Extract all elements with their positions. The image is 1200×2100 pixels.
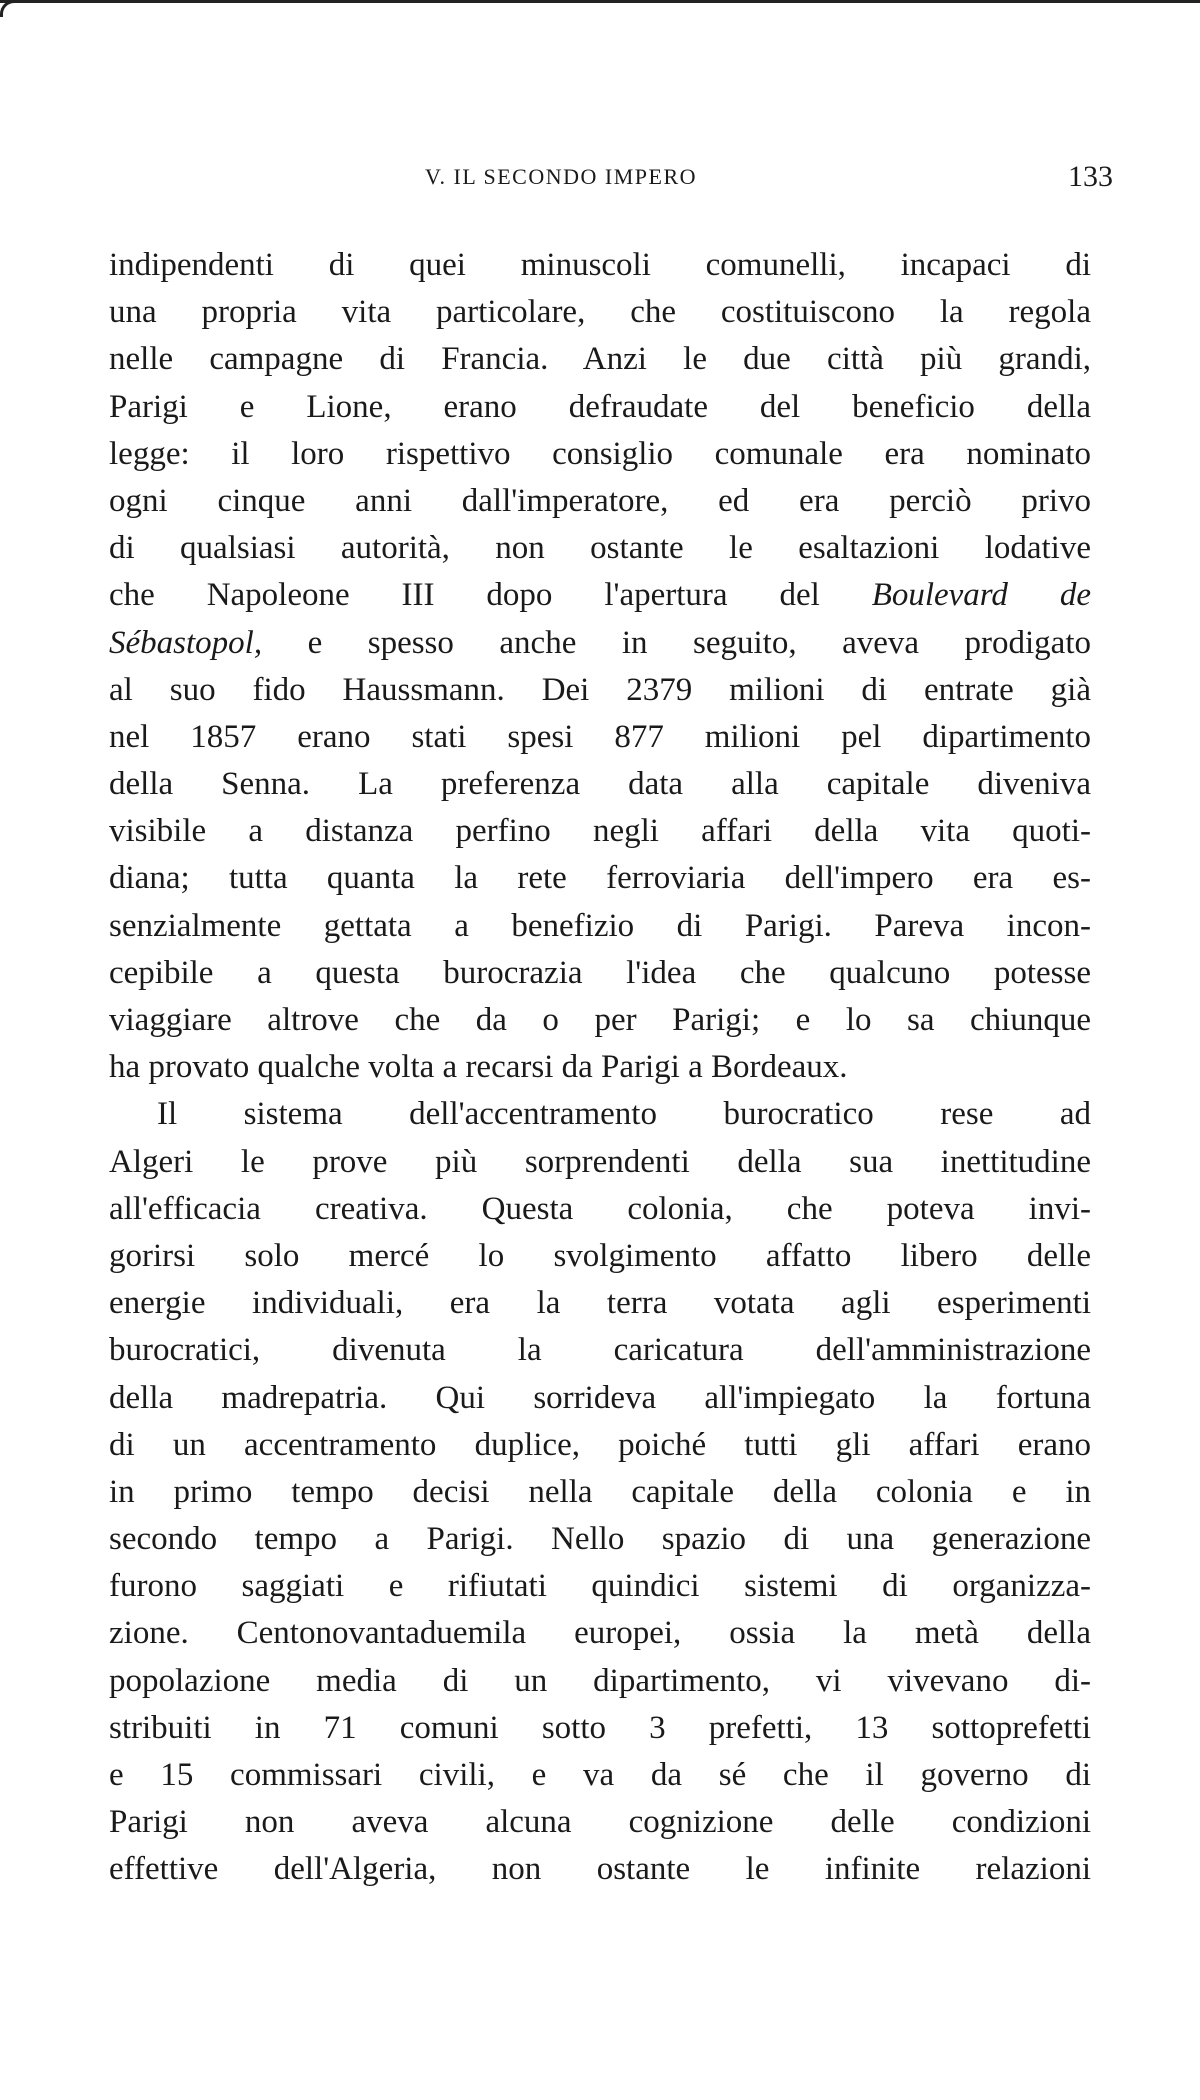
page-number: 133 <box>1068 160 1113 193</box>
text-line: gorirsi solo mercé lo svolgimento affatto libero delle <box>109 1237 1091 1274</box>
text-line: e 15 commissari civili, e va da sé che il governo di <box>109 1757 1091 1793</box>
text-line: legge: il loro rispettivo consiglio comunale era nominato <box>109 435 1091 472</box>
text-line: zione. Centonovantaduemila europei, ossia la metà della <box>109 1615 1091 1652</box>
text-line: secondo tempo a Parigi. Nello spazio di una generazione <box>109 1521 1091 1558</box>
text-line: una propria vita particolare, che costituiscono la regola <box>109 294 1091 331</box>
text-line: della madrepatria. Qui sorrideva all'impiegato la fortuna <box>109 1379 1091 1416</box>
text-line: Parigi e Lione, erano defraudate del beneficio della <box>109 388 1091 425</box>
text-line: burocratici, divenuta la caricatura dell'amministrazione <box>109 1332 1091 1369</box>
text-line: viaggiare altrove che da o per Parigi; e lo sa chiunque <box>109 1002 1091 1038</box>
text-line: Algeri le prove più sorprendenti della sua inettitudine <box>109 1143 1091 1180</box>
page-top-edge <box>0 0 1200 3</box>
text-line: nel 1857 erano stati spesi 877 milioni pel dipartimento <box>109 718 1091 755</box>
body-text <box>109 242 1091 1894</box>
text-line: indipendenti di quei minuscoli comunelli, incapaci di <box>109 247 1091 283</box>
text-segment: che Napoleone III dopo l'apertura del <box>109 577 872 614</box>
running-header <box>0 160 1200 196</box>
text-line: al suo fido Haussmann. Dei 2379 milioni di entrate già <box>109 671 1091 708</box>
text-line: furono saggiati e rifiutati quindici sistemi di organizza- <box>109 1568 1091 1605</box>
text-line: visibile a distanza perfino negli affari della vita quoti- <box>109 813 1091 850</box>
italic-title: Boulevard de <box>871 577 1091 614</box>
text-line: nelle campagne di Francia. Anzi le due città più grandi, <box>109 341 1091 378</box>
text-line: ogni cinque anni dall'imperatore, ed era perciò privo <box>109 482 1091 519</box>
text-line: cepibile a questa burocrazia l'idea che qualcuno potesse <box>109 954 1091 991</box>
text-line: di qualsiasi autorità, non ostante le esaltazioni lodative <box>109 530 1091 567</box>
text-segment: e spesso anche in seguito, aveva prodigato <box>262 624 1091 661</box>
text-line: senzialmente gettata a benefizio di Parigi. Pareva incon- <box>109 907 1091 944</box>
text-line: Il sistema dell'accentramento burocratico rese ad <box>157 1096 1091 1133</box>
text-line: effettive dell'Algeria, non ostante le infinite relazioni <box>109 1851 1091 1888</box>
text-line: popolazione media di un dipartimento, vi vivevano di- <box>109 1662 1091 1699</box>
running-title: V. IL SECONDO IMPERO <box>425 164 698 189</box>
text-line: Parigi non aveva alcuna cognizione delle condizioni <box>109 1804 1091 1841</box>
text-line: in primo tempo decisi nella capitale della colonia e in <box>109 1473 1091 1510</box>
text-line: stribuiti in 71 comuni sotto 3 prefetti, 13 sottoprefetti <box>109 1709 1091 1746</box>
text-line: di un accentramento duplice, poiché tutti gli affari erano <box>109 1426 1091 1463</box>
text-line: all'efficacia creativa. Questa colonia, che poteva invi- <box>109 1190 1091 1227</box>
text-line: della Senna. La preferenza data alla capitale diveniva <box>109 766 1091 803</box>
text-line: energie individuali, era la terra votata agli esperimenti <box>109 1285 1091 1322</box>
italic-title: Sébastopol, <box>109 624 263 661</box>
text-line: diana; tutta quanta la rete ferroviaria dell'impero era es- <box>109 860 1091 897</box>
text-line <box>109 620 1091 667</box>
text-line: ha provato qualche volta a recarsi da Parigi a Bordeaux. <box>109 1049 848 1086</box>
text-line <box>109 572 1091 619</box>
